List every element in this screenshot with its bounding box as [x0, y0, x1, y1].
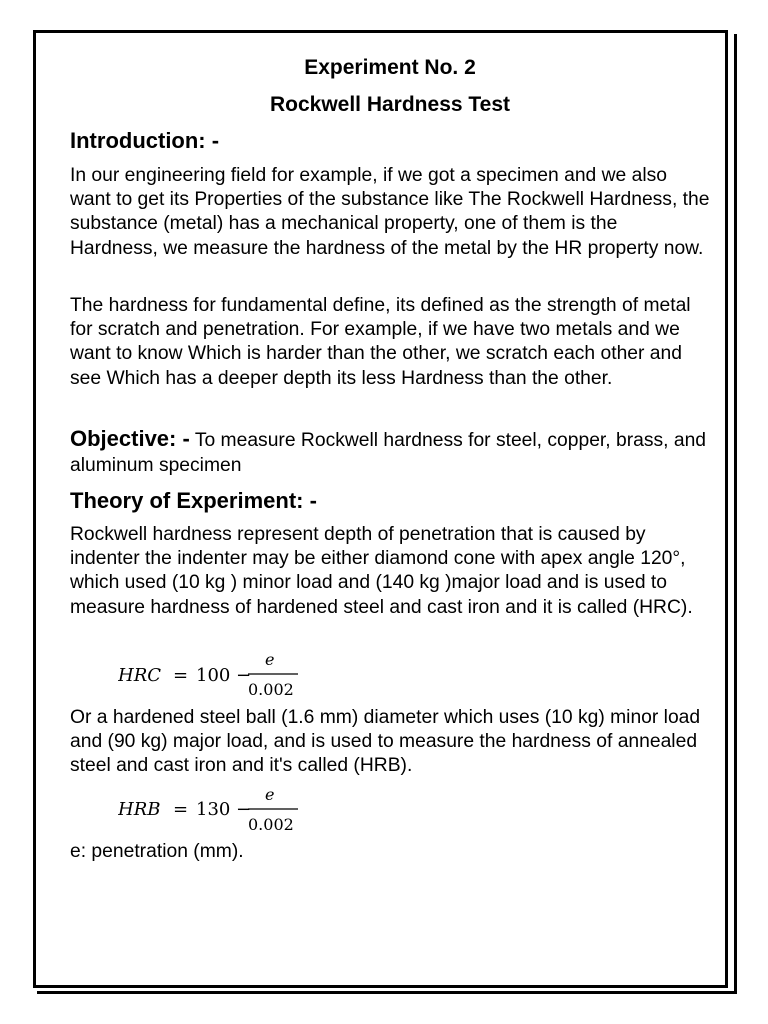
objective-label: Objective: - [70, 426, 190, 451]
hrb-formula-numerator: e [265, 785, 275, 804]
hrb-formula [118, 784, 378, 840]
experiment-title: Experiment No. 2 [304, 56, 476, 79]
hrb-formula-equals: = [173, 799, 189, 820]
hrc-formula-constant: 100 [196, 665, 231, 686]
objective-section [70, 426, 710, 478]
hrc-formula-minus: − [236, 665, 252, 686]
introduction-heading: Introduction: - [70, 128, 220, 153]
hrc-formula-numerator: e [265, 650, 275, 669]
objective-text: To measure Rockwell hardness for steel, copper, brass, and aluminum specimen [70, 430, 707, 476]
theory-heading: Theory of Experiment: - [70, 488, 317, 513]
theory-paragraph-1: Rockwell hardness represent depth of penetration that is caused by indenter the indenter may be either diamond cone with apex angle 120°, which used (10 kg ) minor load and (140 kg )major load and is used to measure hardness of hardened steel and cast iron and it is called (HRC). [70, 524, 693, 618]
experiment-subtitle: Rockwell Hardness Test [269, 93, 511, 116]
page-border-shadow-right [734, 34, 737, 992]
hrb-formula-denominator: 0.002 [248, 815, 294, 834]
page-border-shadow-bottom [37, 991, 737, 994]
hrc-formula-equals: = [173, 665, 189, 686]
hrc-formula [118, 646, 378, 702]
hrc-formula-lhs: HRC [118, 665, 162, 686]
hrb-formula-constant: 130 [196, 799, 231, 820]
introduction-paragraph-2: The hardness for fundamental define, its defined as the strength of metal for scratch and penetration. For example, if we have two metals and we want to know Which is harder than the other, we scratch each other and see Which has a deeper depth its less Hardness than the other. [70, 295, 691, 389]
theory-paragraph-2: Or a hardened steel ball (1.6 mm) diameter which uses (10 kg) minor load and (90 kg) major load, and is used to measure the hardness of annealed steel and cast iron and it's called (HRB). [70, 707, 701, 777]
hrb-formula-minus: − [236, 799, 252, 820]
penetration-note: e: penetration (mm). [70, 841, 244, 862]
hrc-formula-denominator: 0.002 [248, 680, 294, 699]
hrb-formula-lhs: HRB [118, 799, 161, 820]
introduction-paragraph-1: In our engineering field for example, if we got a specimen and we also want to get its Properties of the substance like The Rockwell Hardness, the substance (metal) has a mechanical property, one of them is the Hardness, we measure the hardness of the metal by the HR property now. [70, 165, 710, 259]
